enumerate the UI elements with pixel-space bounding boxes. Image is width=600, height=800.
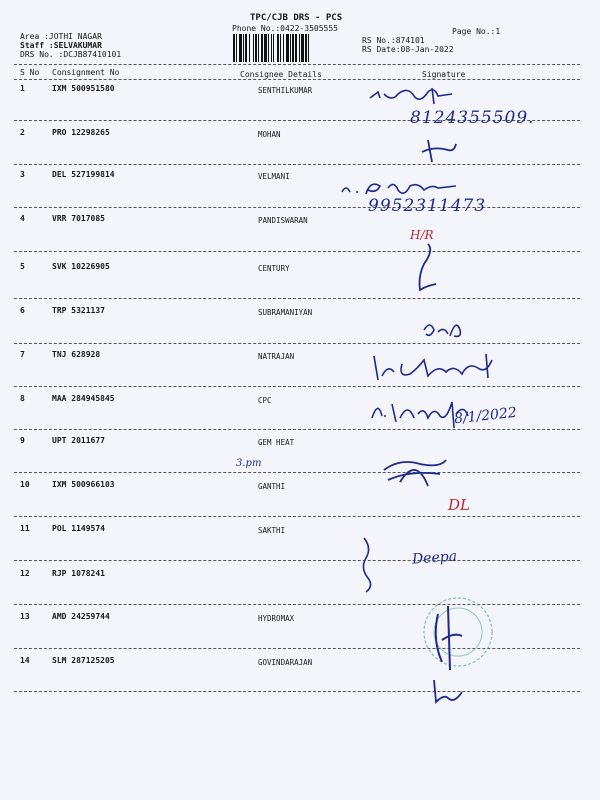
signature-11 — [358, 534, 378, 594]
handwritten-date: 8/1/2022 — [453, 404, 518, 428]
row-consignment-no: SVK 10226905 — [52, 262, 110, 271]
row-consignment-no: TNJ 628928 — [52, 350, 101, 359]
row-sno: 3 — [20, 170, 25, 179]
table-row — [0, 656, 600, 704]
row-consignee: CENTURY — [258, 264, 290, 273]
row-sno: 1 — [20, 84, 25, 93]
handwritten-phone-2: 9952311473 — [368, 196, 487, 216]
table-row — [0, 524, 600, 572]
row-consignment-no: IXM 500966103 — [52, 480, 115, 489]
column-signature: Signature — [422, 70, 466, 79]
row-sno: 10 — [20, 480, 30, 489]
column-consignment-no: Consignment No — [52, 68, 120, 77]
row-divider — [14, 251, 580, 252]
row-sno: 12 — [20, 569, 30, 578]
row-sno: 5 — [20, 262, 25, 271]
signature-14 — [428, 676, 468, 706]
row-consignee: GANTHI — [258, 482, 286, 491]
row-consignee: GEM HEAT — [258, 438, 295, 447]
row-consignment-no: RJP 1078241 — [52, 569, 105, 578]
row-consignee: CPC — [258, 396, 272, 405]
signature-7 — [368, 350, 508, 384]
row-consignment-no: POL 1149574 — [52, 524, 105, 533]
staff: Staff :SELVAKUMAR — [20, 41, 102, 50]
row-divider — [14, 207, 580, 208]
signature-5 — [410, 240, 440, 296]
signature-9 — [380, 452, 450, 492]
rs-number: RS No.:874101 — [362, 36, 425, 45]
row-divider — [14, 691, 580, 692]
column-sno: S No — [20, 68, 40, 77]
table-row — [0, 128, 600, 176]
drs-number: DRS No. :DCJB87410101 — [20, 50, 122, 59]
row-sno: 7 — [20, 350, 25, 359]
row-consignee: SUBRAMANIYAN — [258, 308, 313, 317]
table-row — [0, 612, 600, 660]
row-consignee: SENTHILKUMAR — [258, 86, 313, 95]
row-consignment-no: AMD 24259744 — [52, 612, 110, 621]
row-consignee: VELMANI — [258, 172, 290, 181]
column-header-divider — [14, 79, 580, 80]
sheet-title: TPC/CJB DRS - PCS — [250, 13, 343, 23]
row-consignee: HYDROMAX — [258, 614, 295, 623]
row-sno: 9 — [20, 436, 25, 445]
row-sno: 14 — [20, 656, 30, 665]
row-consignment-no: TRP 5321137 — [52, 306, 105, 315]
row-sno: 8 — [20, 394, 25, 403]
row-sno: 11 — [20, 524, 30, 533]
barcode — [232, 34, 356, 62]
table-row — [0, 214, 600, 262]
phone-number: Phone No.:0422-3505555 — [232, 24, 338, 33]
row-consignment-no: IXM 500951580 — [52, 84, 115, 93]
row-consignee: NATRAJAN — [258, 352, 295, 361]
table-row — [0, 480, 600, 528]
row-consignment-no: MAA 284945845 — [52, 394, 115, 403]
row-divider — [14, 164, 580, 165]
row-divider — [14, 298, 580, 299]
row-divider — [14, 386, 580, 387]
row-consignment-no: UPT 2011677 — [52, 436, 105, 445]
row-sno: 2 — [20, 128, 25, 137]
row-divider — [14, 472, 580, 473]
row-sno: 6 — [20, 306, 25, 315]
table-row — [0, 262, 600, 310]
table-row — [0, 170, 600, 218]
area: Area :JOTHI NAGAR — [20, 32, 102, 41]
signature-1 — [368, 84, 468, 110]
handwritten-dl-note: DL — [448, 496, 470, 514]
column-consignee-details: Consignee Details — [240, 70, 322, 79]
handwritten-deepa: Deepa — [411, 548, 458, 568]
row-divider — [14, 516, 580, 517]
signature-13 — [428, 600, 468, 674]
row-sno: 13 — [20, 612, 30, 621]
row-consignment-no: SLM 287125205 — [52, 656, 115, 665]
table-row — [0, 436, 600, 484]
row-consignment-no: DEL 527199814 — [52, 170, 115, 179]
row-consignee: GOVINDARAJAN — [258, 658, 313, 667]
table-row — [0, 306, 600, 354]
page-number: Page No.:1 — [452, 27, 501, 36]
handwritten-time-note: 3.pm — [236, 458, 262, 469]
row-consignment-no: VRR 7017085 — [52, 214, 105, 223]
row-consignment-no: PRO 12298265 — [52, 128, 110, 137]
row-consignee: MOHAN — [258, 130, 281, 139]
table-row — [0, 569, 600, 617]
header-divider — [14, 64, 580, 65]
row-consignee: PANDISWARAN — [258, 216, 308, 225]
signature-6 — [420, 316, 470, 344]
handwritten-hr-note: H/R — [410, 228, 434, 242]
row-divider — [14, 429, 580, 430]
rs-date: RS Date:08-Jan-2022 — [362, 45, 454, 54]
row-divider — [14, 560, 580, 561]
table-row — [0, 350, 600, 398]
row-sno: 4 — [20, 214, 25, 223]
row-divider — [14, 343, 580, 344]
signature-2 — [420, 136, 460, 168]
row-consignee: SAKTHI — [258, 526, 286, 535]
handwritten-phone-1: 8124355509. — [410, 108, 535, 128]
